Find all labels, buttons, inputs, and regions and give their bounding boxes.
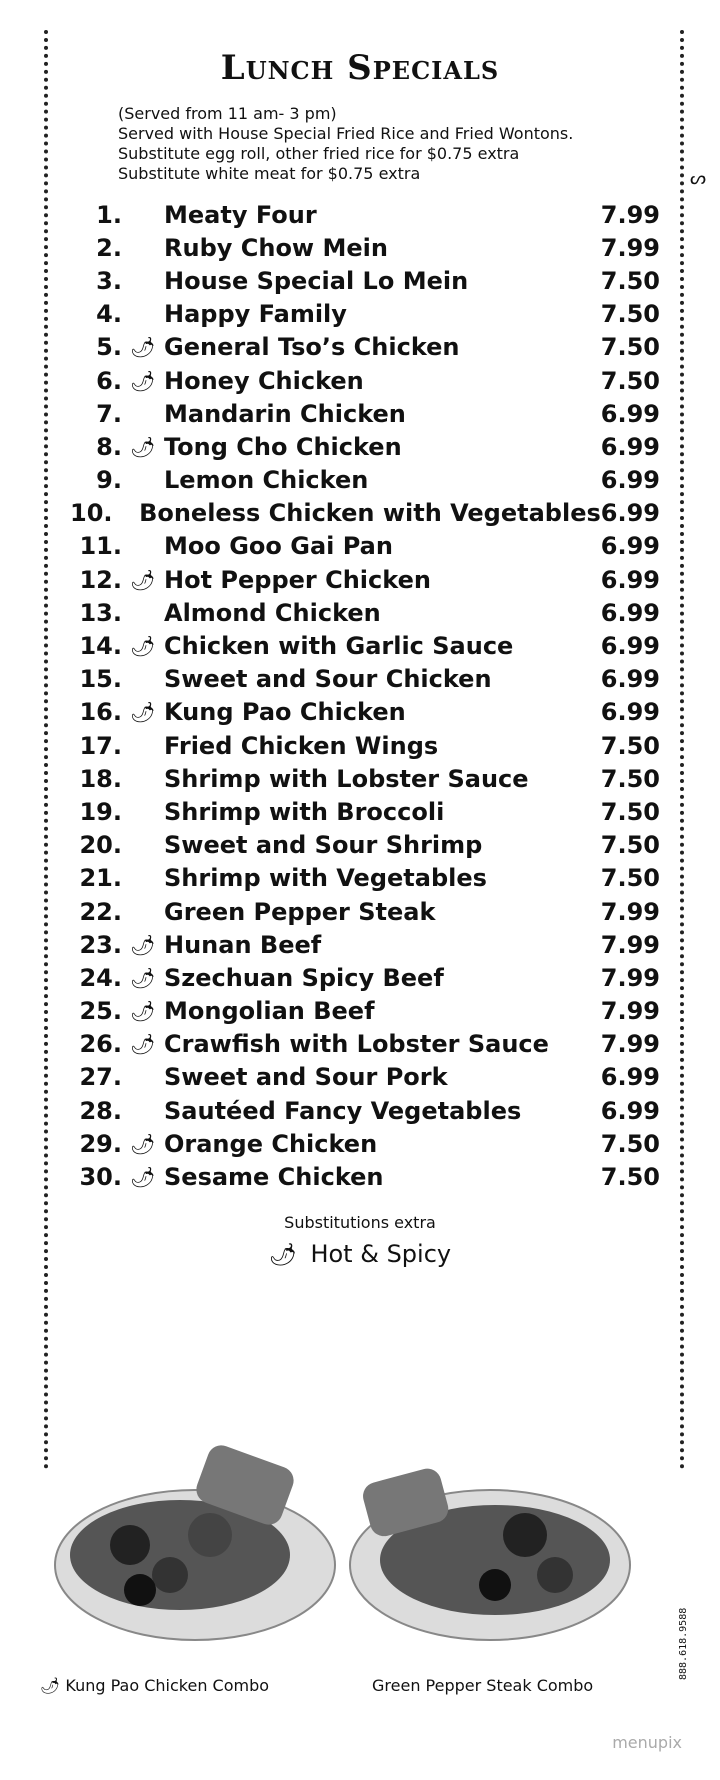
menu-item (70, 1061, 660, 1094)
menu-item (70, 231, 660, 264)
pepper-icon: 🌶 (130, 368, 156, 393)
item-price: 7.99 (600, 997, 660, 1026)
item-name: Sesame Chicken (164, 1163, 384, 1192)
item-number: 7. (96, 399, 122, 428)
item-price: 7.50 (600, 731, 660, 760)
menu-item (70, 829, 660, 862)
substitutions-note: Substitutions extra (284, 1213, 436, 1232)
menu-item (70, 563, 660, 596)
caption-green-pepper: Green Pepper Steak Combo (372, 1676, 594, 1695)
item-number: 18. (79, 764, 122, 793)
menu-item (70, 364, 660, 397)
note-line: Served with House Special Fried Rice and Fried Wontons. (118, 124, 574, 143)
item-number: 19. (79, 797, 122, 826)
item-number: 8. (96, 432, 122, 461)
item-price: 7.99 (600, 963, 660, 992)
menu-item (70, 696, 660, 729)
menu-item (70, 928, 660, 961)
menu-item (70, 1028, 660, 1061)
item-price: 6.99 (600, 698, 660, 727)
item-name: Lemon Chicken (164, 466, 369, 495)
item-name: Chicken with Garlic Sauce (164, 632, 514, 661)
item-number: 10. (70, 499, 113, 528)
watermark-logo: menupix (612, 1733, 682, 1752)
item-name: Almond Chicken (164, 598, 381, 627)
item-name: Moo Goo Gai Pan (164, 532, 393, 561)
note-line: (Served from 11 am- 3 pm) (118, 104, 337, 123)
item-name: House Special Lo Mein (164, 266, 469, 295)
item-number: 12. (79, 565, 122, 594)
menu-item (70, 497, 660, 530)
pepper-icon: 🌶 (130, 335, 156, 360)
pepper-icon: 🌶 (40, 1676, 61, 1695)
item-number: 13. (79, 598, 122, 627)
item-number: 29. (79, 1129, 122, 1158)
item-price: 7.50 (600, 1129, 660, 1158)
item-number: 15. (79, 665, 122, 694)
item-number: 4. (96, 300, 122, 329)
item-number: 20. (79, 831, 122, 860)
menu-item (70, 1160, 660, 1193)
item-name: Sweet and Sour Shrimp (164, 831, 483, 860)
item-price: 7.99 (600, 930, 660, 959)
item-name: Sweet and Sour Chicken (164, 665, 492, 694)
item-name: Szechuan Spicy Beef (164, 963, 444, 992)
item-name: Fried Chicken Wings (164, 731, 439, 760)
item-name: Sautéed Fancy Vegetables (164, 1096, 522, 1125)
pepper-icon: 🌶 (130, 1032, 156, 1057)
item-name: Green Pepper Steak (164, 897, 436, 926)
menu-item (70, 663, 660, 696)
menu-item (70, 464, 660, 497)
item-price: 7.99 (600, 200, 660, 229)
item-name: Honey Chicken (164, 366, 364, 395)
item-number: 23. (79, 930, 122, 959)
pepper-icon: 🌶 (130, 965, 156, 990)
kung-pao-chicken-combo-photo (50, 1415, 340, 1650)
menu-item (70, 961, 660, 994)
item-price: 7.50 (600, 764, 660, 793)
caption-label: Kung Pao Chicken Combo (65, 1676, 270, 1695)
note-line: Substitute egg roll, other fried rice for $0.75 extra (118, 144, 520, 163)
menu-item (70, 198, 660, 231)
item-number: 2. (96, 233, 122, 262)
legend (0, 1240, 720, 1268)
menu-item (70, 596, 660, 629)
item-name: Sweet and Sour Pork (164, 1063, 448, 1092)
item-number: 22. (79, 897, 122, 926)
menu-list (70, 198, 660, 1194)
item-price: 7.99 (600, 1030, 660, 1059)
item-name: Shrimp with Broccoli (164, 797, 445, 826)
item-number: 5. (96, 333, 122, 362)
menu-item (70, 1094, 660, 1127)
legend-label: Hot & Spicy (310, 1240, 452, 1268)
item-price: 6.99 (600, 665, 660, 694)
item-number: 17. (79, 731, 122, 760)
item-name: Hunan Beef (164, 930, 322, 959)
menu-item (70, 264, 660, 297)
item-price: 6.99 (600, 466, 660, 495)
notes-block (118, 104, 573, 184)
item-price: 7.50 (600, 300, 660, 329)
item-name: Happy Family (164, 300, 347, 329)
item-price: 7.50 (600, 797, 660, 826)
item-number: 1. (96, 200, 122, 229)
caption-kung-pao (40, 1676, 269, 1695)
item-price: 7.99 (600, 233, 660, 262)
item-price: 6.99 (600, 432, 660, 461)
pepper-icon: 🌶 (130, 434, 156, 459)
item-number: 16. (79, 698, 122, 727)
item-name: Boneless Chicken with Vegetables (139, 499, 601, 528)
item-number: 25. (79, 997, 122, 1026)
item-name: Tong Cho Chicken (164, 432, 402, 461)
item-number: 11. (79, 532, 122, 561)
note-line: Substitute white meat for $0.75 extra (118, 164, 421, 183)
item-name: Mandarin Chicken (164, 399, 406, 428)
menu-item (70, 331, 660, 364)
item-price: 7.50 (600, 864, 660, 893)
menu-item (70, 862, 660, 895)
item-number: 6. (96, 366, 122, 395)
item-price: 6.99 (600, 598, 660, 627)
item-price: 7.50 (600, 831, 660, 860)
page-title: Lunch Specials (220, 48, 500, 88)
item-price: 6.99 (600, 1063, 660, 1092)
pepper-icon: 🌶 (268, 1243, 297, 1268)
item-price: 6.99 (600, 632, 660, 661)
item-price: 6.99 (600, 532, 660, 561)
item-name: Meaty Four (164, 200, 317, 229)
item-name: Hot Pepper Chicken (164, 565, 431, 594)
item-price: 7.50 (600, 333, 660, 362)
menu-item (70, 397, 660, 430)
pepper-mark-icon: ᔕ (690, 168, 707, 189)
pepper-icon: 🌶 (130, 700, 156, 725)
pepper-icon: 🌶 (130, 634, 156, 659)
pepper-icon: 🌶 (130, 1165, 156, 1190)
item-name: Shrimp with Vegetables (164, 864, 487, 893)
item-number: 26. (79, 1030, 122, 1059)
item-number: 21. (79, 864, 122, 893)
item-name: Orange Chicken (164, 1129, 378, 1158)
item-price: 6.99 (600, 499, 660, 528)
item-price: 7.50 (600, 1163, 660, 1192)
menu-item (70, 895, 660, 928)
menu-item (70, 530, 660, 563)
item-number: 30. (79, 1163, 122, 1192)
item-number: 3. (96, 266, 122, 295)
item-price: 6.99 (600, 565, 660, 594)
item-number: 28. (79, 1096, 122, 1125)
pepper-icon: 🌶 (130, 999, 156, 1024)
menu-item (70, 729, 660, 762)
item-number: 24. (79, 963, 122, 992)
item-name: Kung Pao Chicken (164, 698, 406, 727)
menu-item (70, 1127, 660, 1160)
item-number: 14. (79, 632, 122, 661)
pepper-icon: 🌶 (130, 567, 156, 592)
menu-item (70, 430, 660, 463)
phone-side-text: 888.618.9588 (678, 1607, 689, 1680)
pepper-icon: 🌶 (130, 932, 156, 957)
green-pepper-steak-combo-photo (345, 1415, 635, 1650)
pepper-icon: 🌶 (130, 1131, 156, 1156)
item-number: 9. (96, 466, 122, 495)
menu-item (70, 629, 660, 662)
menu-item (70, 995, 660, 1028)
item-price: 6.99 (600, 399, 660, 428)
menu-item (70, 795, 660, 828)
item-name: Mongolian Beef (164, 997, 375, 1026)
menu-item (70, 762, 660, 795)
item-price: 7.50 (600, 366, 660, 395)
item-name: Ruby Chow Mein (164, 233, 388, 262)
item-name: General Tso’s Chicken (164, 333, 460, 362)
item-price: 7.50 (600, 266, 660, 295)
item-price: 6.99 (600, 1096, 660, 1125)
item-number: 27. (79, 1063, 122, 1092)
item-price: 7.99 (600, 897, 660, 926)
menu-item (70, 298, 660, 331)
item-name: Crawfish with Lobster Sauce (164, 1030, 549, 1059)
item-name: Shrimp with Lobster Sauce (164, 764, 529, 793)
